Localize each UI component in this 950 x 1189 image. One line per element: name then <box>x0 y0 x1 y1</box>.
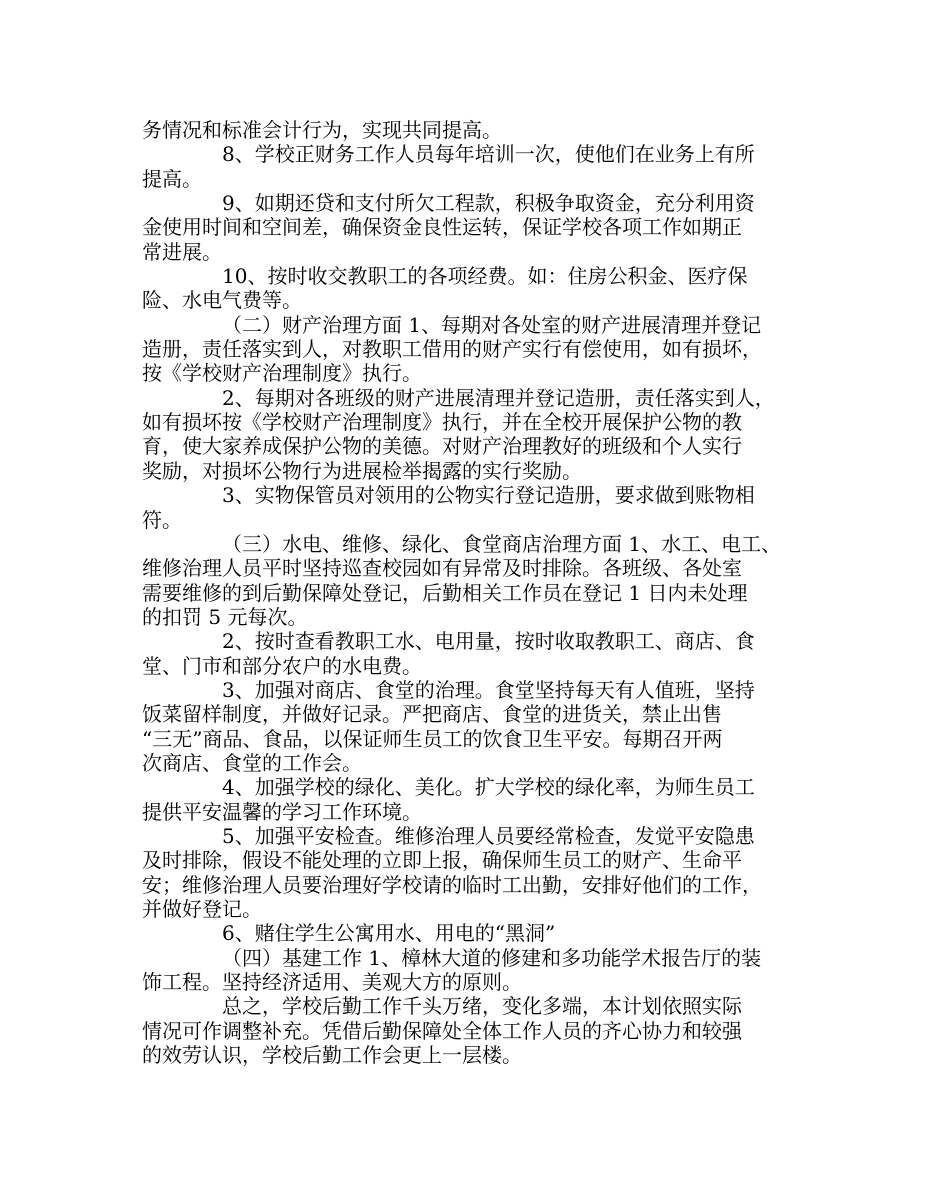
paragraph-first-line: 10、按时收交教职工的各项经费。如：住房公积金、医疗保 <box>222 264 748 289</box>
text-line: 饭菜留样制度，并做好记录。严把商店、食堂的进货关，禁止出售 <box>142 702 722 727</box>
text-line: “三无”商品、食品，以保证师生员工的饮食卫生平安。每期召开两 <box>142 726 723 751</box>
paragraph-first-line: 9、如期还贷和支付所欠工程款，积极争取资金，充分利用资 <box>222 191 755 216</box>
text-line: 的扣罚 5 元每次。 <box>142 604 308 629</box>
text-line: 险、水电气费等。 <box>142 288 302 313</box>
text-line: 符。 <box>142 507 182 532</box>
text-line: 如有损坏按《学校财产治理制度》执行，并在全校开展保护公物的教 <box>142 410 742 435</box>
text-line: 堂、门市和部分农户的水电费。 <box>142 653 422 678</box>
paragraph-first-line: 3、实物保管员对领用的公物实行登记造册，要求做到账物相 <box>222 483 755 508</box>
text-line: 及时排除，假设不能处理的立即上报，确保师生员工的财产、生命平 <box>142 848 742 873</box>
text-line: 育，使大家养成保护公物的美德。对财产治理教好的班级和个人实行 <box>142 434 742 459</box>
paragraph-first-line: 总之，学校后勤工作千头万绪，变化多端，本计划依照实际 <box>222 994 742 1019</box>
text-line: 常进展。 <box>142 239 222 264</box>
paragraph-first-line: 2、每期对各班级的财产进展清理并登记造册，责任落实到人， <box>222 385 775 410</box>
text-line: 造册，责任落实到人，对教职工借用的财产实行有偿使用，如有损坏， <box>142 337 762 362</box>
paragraph-first-line: 8、学校正财务工作人员每年培训一次，使他们在业务上有所 <box>222 142 755 167</box>
text-line: 情况可作调整补充。凭借后勤保障处全体工作人员的齐心协力和较强 <box>142 1018 742 1043</box>
text-line: 次商店、食堂的工作会。 <box>142 750 362 775</box>
paragraph-first-line: （四）基建工作 1、樟林大道的修建和多功能学术报告厅的装 <box>222 945 762 970</box>
text-line: 务情况和标准会计行为，实现共同提高。 <box>142 118 502 142</box>
document-body <box>142 118 822 1067</box>
text-line: 需要维修的到后勤保障处登记，后勤相关工作员在登记 1 日内未处理 <box>142 580 748 605</box>
text-line: 安；维修治理人员要治理好学校请的临时工出勤，安排好他们的工作， <box>142 872 762 897</box>
text-line: 奖励，对损坏公物行为进展检举揭露的实行奖励。 <box>142 458 582 483</box>
text-line: 的效劳认识，学校后勤工作会更上一层楼。 <box>142 1043 522 1068</box>
paragraph-first-line: 5、加强平安检查。维修治理人员要经常检查，发觉平安隐患 <box>222 823 755 848</box>
text-line: 提高。 <box>142 166 202 191</box>
paragraph-first-line: （三）水电、维修、绿化、食堂商店治理方面 1、水工、电工、 <box>222 531 782 556</box>
text-line: 饰工程。坚持经济适用、美观大方的原则。 <box>142 970 522 995</box>
paragraph-first-line: 6、赌住学生公寓用水、用电的“黑洞” <box>222 921 556 946</box>
text-line: 提供平安温馨的学习工作环境。 <box>142 799 422 824</box>
paragraph-first-line: 2、按时查看教职工水、电用量，按时收取教职工、商店、食 <box>222 629 755 654</box>
text-line: 并做好登记。 <box>142 897 262 921</box>
paragraph-first-line: （二）财产治理方面 1、每期对各处室的财产进展清理并登记 <box>222 312 762 337</box>
text-line: 金使用时间和空间差，确保资金良性运转，保证学校各项工作如期正 <box>142 215 742 240</box>
text-line: 维修治理人员平时坚持巡查校园如有异常及时排除。各班级、各处室 <box>142 556 742 581</box>
paragraph-first-line: 4、加强学校的绿化、美化。扩大学校的绿化率，为师生员工 <box>222 775 755 800</box>
text-line: 按《学校财产治理制度》执行。 <box>142 361 422 386</box>
paragraph-first-line: 3、加强对商店、食堂的治理。食堂坚持每天有人值班，坚持 <box>222 677 755 702</box>
